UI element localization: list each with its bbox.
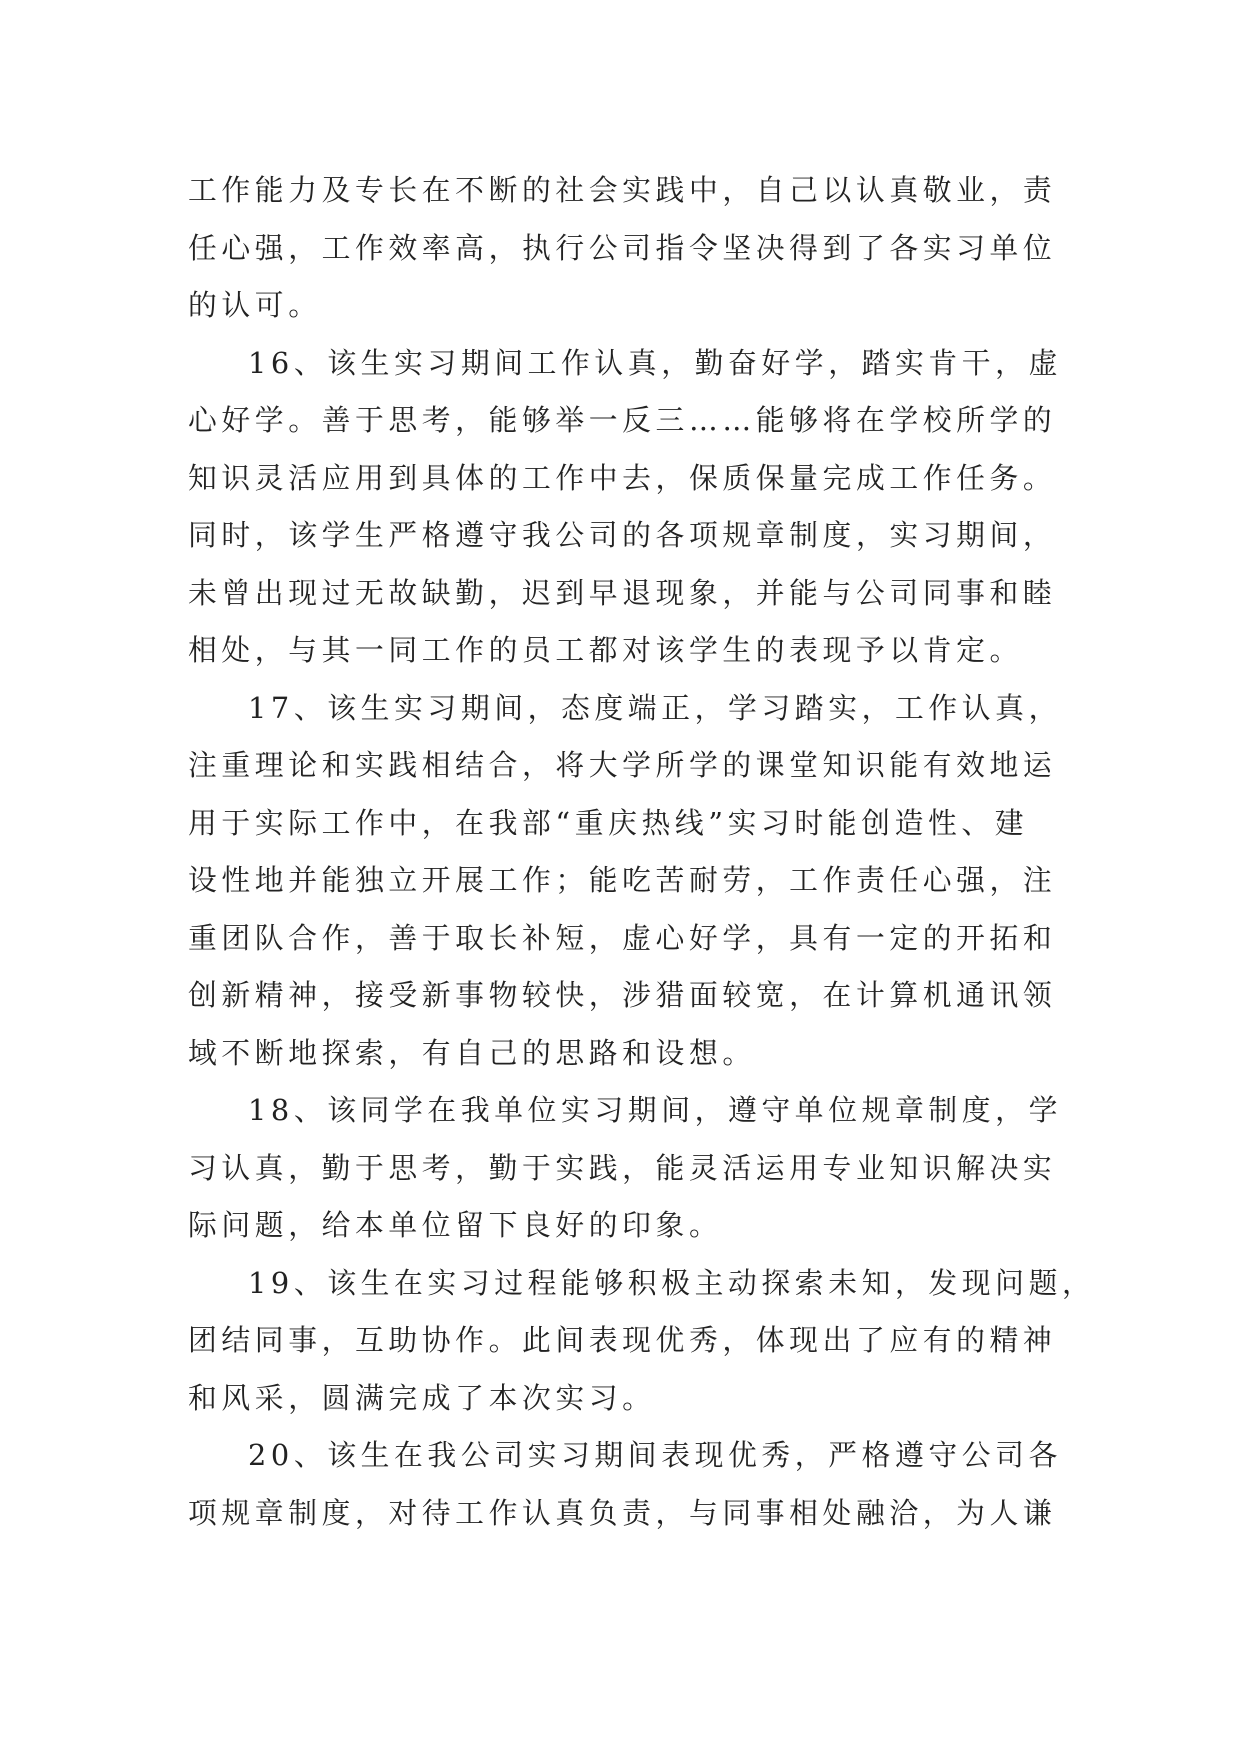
text-line: 知识灵活应用到具体的工作中去，保质保量完成工作任务。	[188, 460, 1057, 495]
text-line: 创新精神，接受新事物较快，涉猎面较宽，在计算机通讯领	[188, 978, 1057, 1012]
text-line: 习认真，勤于思考，勤于实践，能灵活运用专业知识解决实	[188, 1150, 1057, 1185]
text-line: 域不断地探索，有自己的思路和设想。	[188, 1035, 756, 1070]
text-line: 设性地并能独立开展工作；能吃苦耐劳，工作责任心强，注	[188, 863, 1057, 897]
paragraph-start-17: 17、该生实习期间，态度端正，学习踏实，工作认真，	[248, 690, 1062, 725]
text-line: 重团队合作，善于取长补短，虚心好学，具有一定的开拓和	[188, 920, 1057, 955]
paragraph-start-16: 16、该生实习期间工作认真，勤奋好学，踏实肯干，虚	[248, 345, 1062, 380]
text-line: 心好学。善于思考，能够举一反三……能够将在学校所学的	[188, 403, 1057, 437]
text-line: 际问题，给本单位留下良好的印象。	[188, 1208, 723, 1242]
text-line: 注重理论和实践相结合，将大学所学的课堂知识能有效地运	[188, 748, 1057, 782]
text-line: 项规章制度，对待工作认真负责，与同事相处融洽，为人谦	[188, 1495, 1057, 1530]
text-line: 任心强，工作效率高，执行公司指令坚决得到了各实习单位	[188, 230, 1057, 265]
text-line: 用于实际工作中，在我部“重庆热线”实习时能创造性、建	[188, 805, 1029, 840]
text-line: 工作能力及专长在不断的社会实践中，自己以认真敬业，责	[188, 173, 1057, 207]
document-body	[188, 162, 1096, 1542]
text-line: 和风采，圆满完成了本次实习。	[188, 1380, 656, 1415]
text-line: 相处，与其一同工作的员工都对该学生的表现予以肯定。	[188, 633, 1023, 667]
text-line: 团结同事，互助协作。此间表现优秀，体现出了应有的精神	[188, 1323, 1057, 1357]
text-line: 未曾出现过无故缺勤，迟到早退现象，并能与公司同事和睦	[188, 575, 1057, 610]
text-line: 同时，该学生严格遵守我公司的各项规章制度，实习期间，	[188, 518, 1057, 552]
paragraph-start-18: 18、该同学在我单位实习期间，遵守单位规章制度，学	[248, 1093, 1062, 1127]
paragraph-start-20: 20、该生在我公司实习期间表现优秀，严格遵守公司各	[248, 1438, 1062, 1472]
paragraph-start-19: 19、该生在实习过程能够积极主动探索未知，发现问题，	[248, 1265, 1096, 1300]
text-line: 的认可。	[188, 288, 322, 322]
